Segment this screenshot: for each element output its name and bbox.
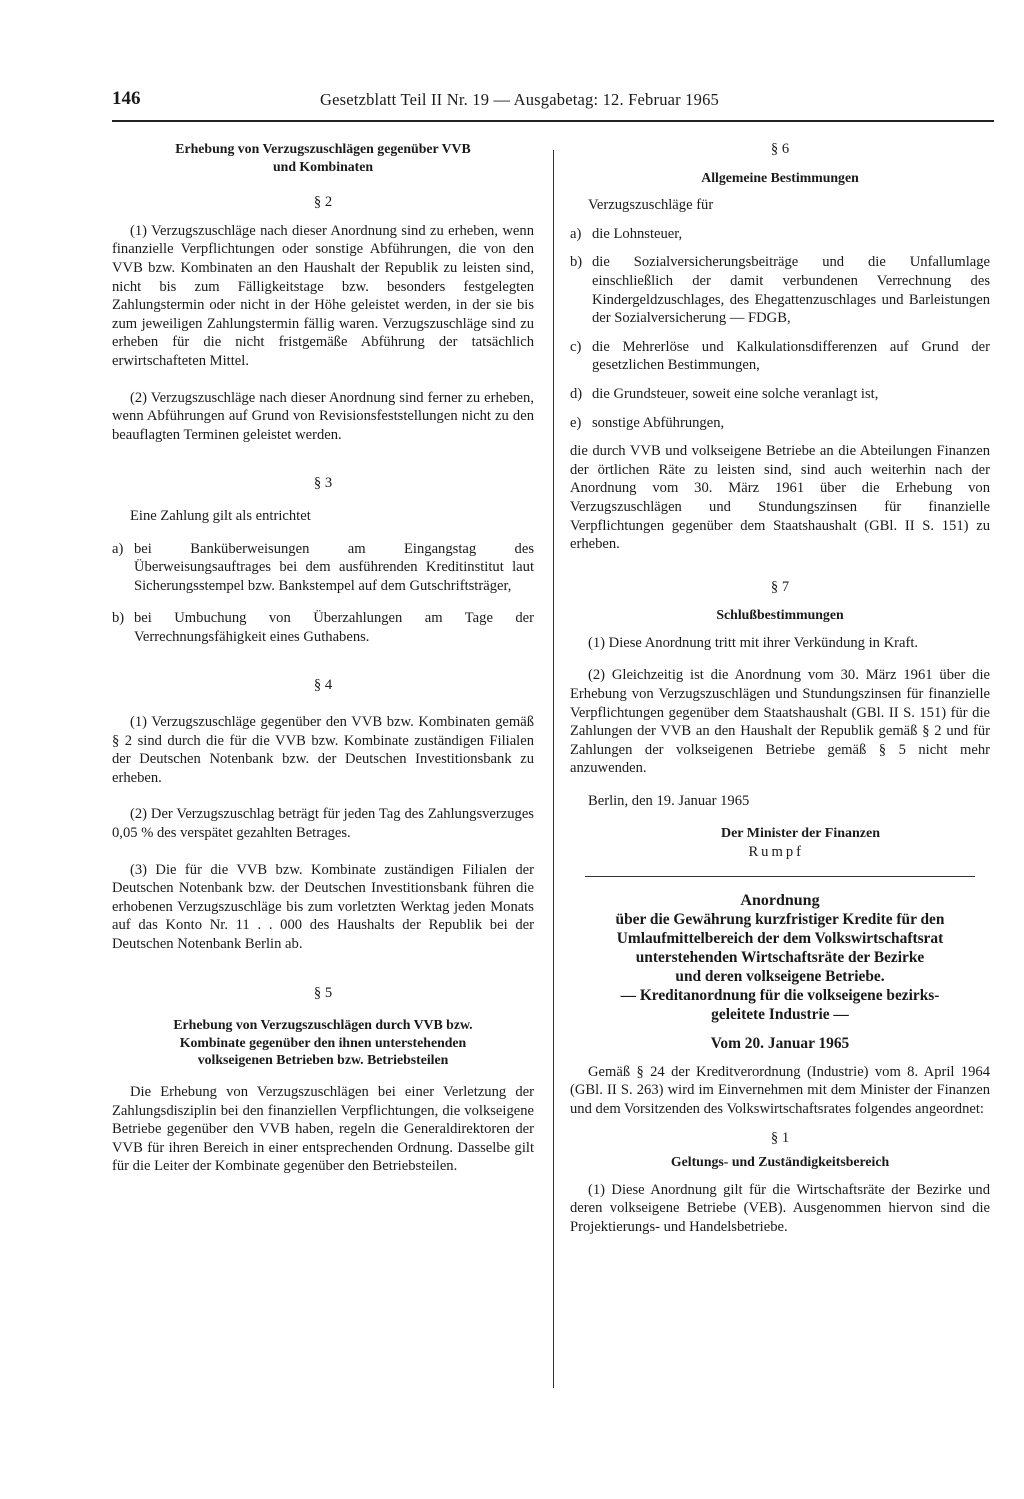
paragraph: Gemäß § 24 der Kreditverordnung (Industrie) vom 8. April 1964 (GBl. II S. 263) wird im Einvernehmen mit dem Minister der Finanzen und dem Vorsitzenden des Volkswirtschaftsrates folgendes angeordnet: [570,1063,990,1117]
list-item [570,338,990,375]
paragraph: (2) Gleichzeitig ist die Anordnung vom 30. März 1961 über die Erhebung von Verzugszuschlägen und Stundungszinsen für finanzielle Verpflichtungen gegenüber dem Staatshaushalt (GBl. II S. 151) für die Zahlungen der VVB an den Haushalt der Republik gemäß § 2 und für Zahlungen der volkseigenen Betriebe gemäß § 5 nicht mehr anzuwenden. [570,667,990,777]
list-label: c) [570,338,582,355]
heading-line: Erhebung von Verzugszuschlägen durch VVB bzw. [173,1017,473,1033]
section-heading: Schlußbestimmungen [716,607,844,623]
paragraph: (1) Diese Anordnung gilt für die Wirtschaftsräte der Bezirke und deren volkseigene Betriebe (VEB). Ausgenommen hiervon sind die Projektierungs- und Handelsbetriebe. [570,1181,990,1235]
list-label: e) [570,414,582,431]
list-text: die Lohnsteuer, [592,225,683,242]
paragraph: (3) Die für die VVB bzw. Kombinate zuständigen Filialen der Deutschen Notenbank bzw. der Deutschen Investitionsbank führen die erhobenen Verzugszuschläge bis zum vorletzten Werktag jeden Monats auf das Konto Nr. 11 . . 000 des Haushalts der Republik bei der Deutschen Notenbank Berlin ab. [112,861,534,952]
heading-line: Erhebung von Verzugszuschlägen gegenüber VVB [175,141,471,156]
list-text: sonstige Abführungen, [592,414,725,431]
subtitle-line: Umlaufmittelbereich der dem Volkswirtschaftsrat [616,929,944,947]
section-mark: § 4 [313,677,333,694]
section-mark: § 6 [770,141,790,157]
list-item [570,253,990,327]
subtitle-line: über die Gewährung kurzfristiger Kredite für den [615,910,945,928]
section-heading [112,140,534,175]
paragraph: (1) Diese Anordnung tritt mit ihrer Verkündung in Kraft. [588,634,919,651]
list-text: die Sozialversicherungsbeiträge und die Unfallumlage einschließlich der damit verbundenen Verrechnung des Kindergeldzuschlages, des Ehegattenzuschlages und Barleistungen der Sozialversicherung — FDGB, [592,254,990,327]
list-label: d) [570,385,583,402]
order-title: Anordnung [740,891,820,909]
section-heading [112,1016,534,1069]
section-heading: Geltungs- und Zuständigkeitsbereich [670,1154,890,1170]
order-date: Vom 20. Januar 1965 [710,1034,850,1052]
list-label: a) [570,225,582,242]
heading-line: volkseigenen Betrieben bzw. Betriebsteilen [197,1052,449,1068]
paragraph: die durch VVB und volkseigene Betriebe an die Abteilungen Finanzen der örtlichen Räte zu leisten sind, sind auch weiterhin nach der Anordnung vom 30. März 1961 über die Erhebung von Verzugszuschlägen und Stundungszinsen für finanzielle Verpflichtungen gegenüber dem Staatshaushalt (GBl. II S. 151) zu erheben. [570,443,990,553]
section-mark: § 5 [313,984,333,1001]
heading-line: Kombinate gegenüber den ihnen unterstehenden [179,1034,467,1050]
signature-place-date: Berlin, den 19. Januar 1965 [588,793,750,810]
paragraph: (2) Der Verzugszuschlag beträgt für jeden Tag des Zahlungsverzuges 0,05 % des verspätet gezahlten Betrages. [112,806,534,842]
paragraph: (1) Verzugszuschläge nach dieser Anordnung sind zu erheben, wenn finanzielle Verpflichtungen oder sonstige Abführungen, die von den VVB bzw. Kombinaten an den Haushalt der Republik zu leisten sind, nicht bis zum Fälligkeitstage bzw. besonders festgelegten Zahlungstermin oder nicht in der Höhe geleistet werden, in der sie bis zum jeweiligen Zahlungstermin fällig waren. Verzugszuschläge sind zu erheben für die nicht fristgemäße Abführung der tatsächlich erwirtschafteten Mittel. [112,222,534,369]
header-title: Gesetzblatt Teil II Nr. 19 — Ausgabetag: 12. Februar 1965 [320,90,719,109]
paragraph: Verzugszuschläge für [588,197,714,214]
list-label: a) [112,540,124,557]
separator-rule [585,876,975,877]
page-header [112,88,994,122]
list-text: die Grundsteuer, soweit eine solche veranlagt ist, [592,385,879,402]
list-item [570,225,990,244]
section-mark: § 2 [313,194,333,211]
list-label: b) [112,610,125,627]
column-divider [553,150,554,1388]
paragraph: Eine Zahlung gilt als entrichtet [130,507,311,524]
section-heading: Allgemeine Bestimmungen [701,169,859,185]
paragraph: (2) Verzugszuschläge nach dieser Anordnung sind ferner zu erheben, wenn Abführungen auf Grund von Revisionsfeststellungen nicht zu den beauflagten Terminen geleistet werden. [112,389,534,443]
list-item [570,385,990,404]
list-label: b) [570,254,583,271]
list-text: bei Banküberweisungen am Eingangstag des Überweisungsauftrages bei dem ausführenden Kreditinstitut laut Sicherungsstempel bzw. Bankstempel auf dem Gutschriftsträger, [134,540,534,594]
list-item [112,540,534,596]
list-item [570,414,990,433]
subtitle-line: und deren volkseigene Betriebe. [675,967,885,985]
paragraph: (1) Verzugszuschläge gegenüber den VVB bzw. Kombinaten gemäß § 2 sind durch die für die VVB bzw. Kombinate zuständigen Filialen der Deutschen Notenbank bzw. der Deutschen Investitionsbank zu erheben. [112,714,534,786]
short-title-line: geleitete Industrie — [711,1005,849,1023]
order-subtitle [570,910,990,1024]
section-mark: § 1 [770,1129,790,1146]
heading-line: und Kombinaten [272,158,374,174]
list-text: bei Umbuchung von Überzahlungen am Tage der Verrechnungsfähigkeit eines Guthabens. [134,610,534,645]
signature-name: Rumpf [748,844,804,861]
paragraph: Die Erhebung von Verzugszuschlägen bei einer Verletzung der Zahlungsdisziplin bei den finanziellen Verpflichtungen, die volkseigene Betriebe gegenüber den VVB haben, regeln die Generaldirektoren der VVB für ihren Bereich in einer entsprechenden Ordnung. Dasselbe gilt für die Leiter der Kombinate gegenüber den Betriebsteilen. [112,1083,534,1175]
signature-title: Der Minister der Finanzen [720,825,880,841]
right-column [570,140,990,1237]
subtitle-line: unterstehenden Wirtschaftsräte der Bezirke [635,948,925,966]
list-item [112,609,534,646]
left-column [112,140,534,1176]
short-title-line: — Kreditanordnung für die volkseigene bezirks- [620,986,940,1004]
section-mark: § 7 [770,578,790,595]
list-text: die Mehrerlöse und Kalkulationsdifferenzen auf Grund der gesetzlichen Bestimmungen, [592,338,990,374]
page-number: 146 [112,88,141,109]
section-mark: § 3 [313,475,333,492]
